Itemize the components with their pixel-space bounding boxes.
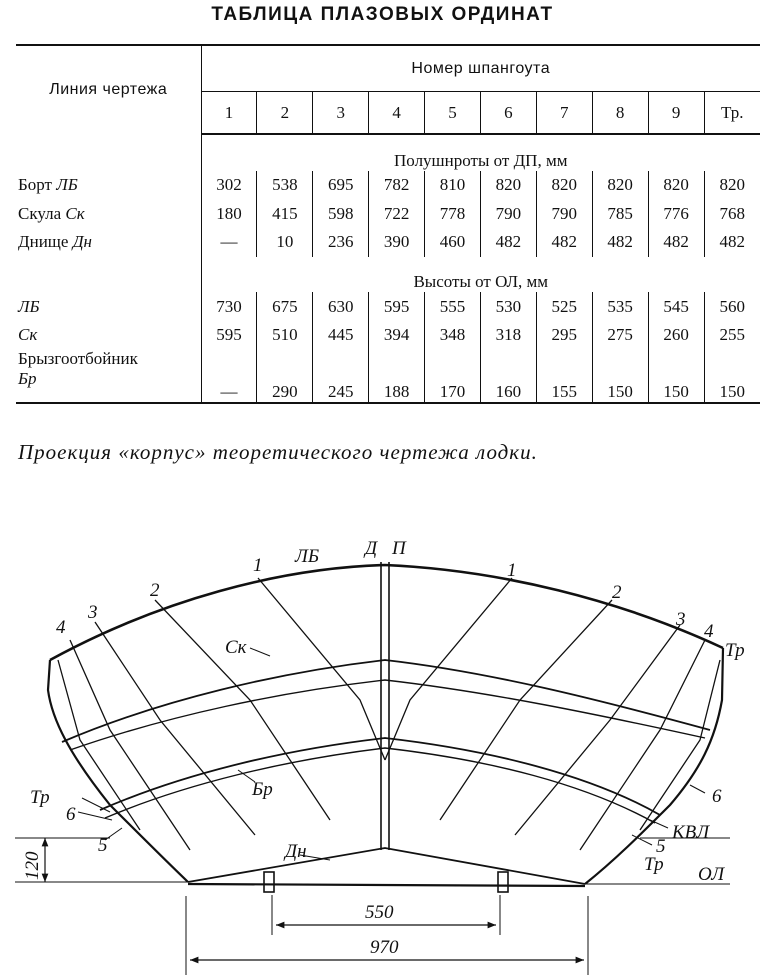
frame-number: 4 [369,92,425,134]
hull-right-outline [585,648,723,884]
frame-label: 3 [88,602,98,623]
ol-label: ОЛ [698,864,725,885]
frame-number: 8 [592,92,648,134]
dimension-120: 120 [22,851,43,880]
frame-label: 2 [612,582,622,603]
chine-line [62,660,710,742]
bottom-label: Дн [285,841,307,862]
frame-label: 5 [98,835,108,856]
table-cell: 820 [536,171,592,200]
table-cell: 535 [592,292,648,321]
table-cell: 482 [480,228,536,257]
table-cell: 445 [313,321,369,350]
transom-label: Тр [644,854,664,875]
table-cell: 810 [425,171,481,200]
table-cell: 730 [216,296,242,316]
table-cell: 530 [480,292,536,321]
table-cell: — [201,349,257,403]
table-cell: 150 [592,349,648,403]
table-cell: 150 [648,349,704,403]
table-cell: 820 [704,171,760,200]
table-cell: 295 [536,321,592,350]
table-cell: 260 [648,321,704,350]
section-title: Полушнроты от ДП, мм [394,151,568,171]
table-cell: 236 [313,228,369,257]
chine-label: Ск [225,637,247,658]
table-cell: 790 [536,200,592,229]
table-title: ТАБЛИЦА ПЛАЗОВЫХ ОРДИНАТ [211,4,554,25]
transom-label: Тр [725,640,745,661]
table-cell: 675 [257,292,313,321]
table-cell: 820 [480,171,536,200]
table-cell: 290 [257,349,313,403]
row-label-symbol: ЛБ [56,175,78,195]
figure-caption: Проекция «корпус» теоретического чертежа лодки. [18,440,538,464]
frame-label: 1 [507,560,517,581]
table-cell: 390 [369,228,425,257]
dimension-550: 550 [365,902,394,923]
frame-number: 1 [201,92,257,134]
row-label-symbol: Ск [18,325,38,345]
frame-number: 3 [313,92,369,134]
frame-label: 5 [656,836,666,857]
table-cell: 482 [592,228,648,257]
spray-rail-label: Бр [252,779,273,800]
table-cell: 245 [313,349,369,403]
table-cell: 482 [536,228,592,257]
table-cell: 460 [425,228,481,257]
table-cell: 630 [313,292,369,321]
frame-number: 2 [257,92,313,134]
table-cell: 482 [648,228,704,257]
table-cell: 722 [369,200,425,229]
row-label-text: Скула [18,203,66,223]
table-cell: 820 [592,171,648,200]
frame-label: 6 [712,786,722,807]
table-cell: 155 [536,349,592,403]
table-cell: 170 [425,349,481,403]
row-label-text: Борт [18,175,57,195]
table-cell: 482 [704,228,760,257]
table-cell: 768 [704,200,760,229]
sheer-label: ЛБ [295,546,320,567]
table-cell: 545 [648,292,704,321]
row-label-text: Днище [18,232,73,252]
table-cell: — [220,232,238,252]
row-label-symbol: ЛБ [18,296,40,316]
table-cell: 598 [313,200,369,229]
table-cell: 595 [369,292,425,321]
table-cell: 595 [216,325,242,345]
table-cell: 785 [592,200,648,229]
frame-label: 4 [56,617,66,638]
table-cell: 782 [369,171,425,200]
table-cell: 560 [704,292,760,321]
frame-number: 6 [480,92,536,134]
frame-label: 2 [150,580,160,601]
frame-number: Тр. [704,92,760,134]
table-cell: 820 [648,171,704,200]
table-cell: 255 [704,321,760,350]
table-cell: 790 [480,200,536,229]
table-cell: 180 [216,203,242,223]
frame-label: 6 [66,804,76,825]
table-cell: 394 [369,321,425,350]
transom-label: Тр [30,787,50,808]
table-cell: 318 [480,321,536,350]
table-cell: 555 [425,292,481,321]
table-cell: 415 [257,200,313,229]
table-cell: 275 [592,321,648,350]
frame-label: 3 [676,609,686,630]
hull-left-outline [48,660,188,882]
frame-label: 4 [704,621,714,642]
table-cell: 538 [257,171,313,200]
table-cell: 302 [216,175,242,195]
kvl-label: КВЛ [672,822,710,843]
line-header: Линия чертежа [16,45,201,134]
row-label-text: Брызгоотбойник [18,349,138,369]
table-cell: 510 [257,321,313,350]
frame-number: 9 [648,92,704,134]
table-cell: 525 [536,292,592,321]
table-cell: 10 [257,228,313,257]
table-cell: 160 [480,349,536,403]
table-cell: 776 [648,200,704,229]
frame-header: Номер шпангоута [201,45,760,92]
dp-label-right: П [392,538,406,559]
row-label-symbol: Дн [72,232,92,252]
row-label-symbol: Бр [18,369,37,389]
bottom-line [188,848,585,884]
row-label-symbol: Ск [65,203,85,223]
table-cell: 348 [425,321,481,350]
table-cell: 188 [369,349,425,403]
frame-number: 5 [425,92,481,134]
table-cell: 778 [425,200,481,229]
table-cell: 695 [313,171,369,200]
table-cell: 150 [704,349,760,403]
frame-number: 7 [536,92,592,134]
section-title: Высоты от ОЛ, мм [413,272,549,292]
dimension-970: 970 [370,937,399,958]
dp-label-left: Д [365,538,378,559]
frame-label: 1 [253,555,263,576]
